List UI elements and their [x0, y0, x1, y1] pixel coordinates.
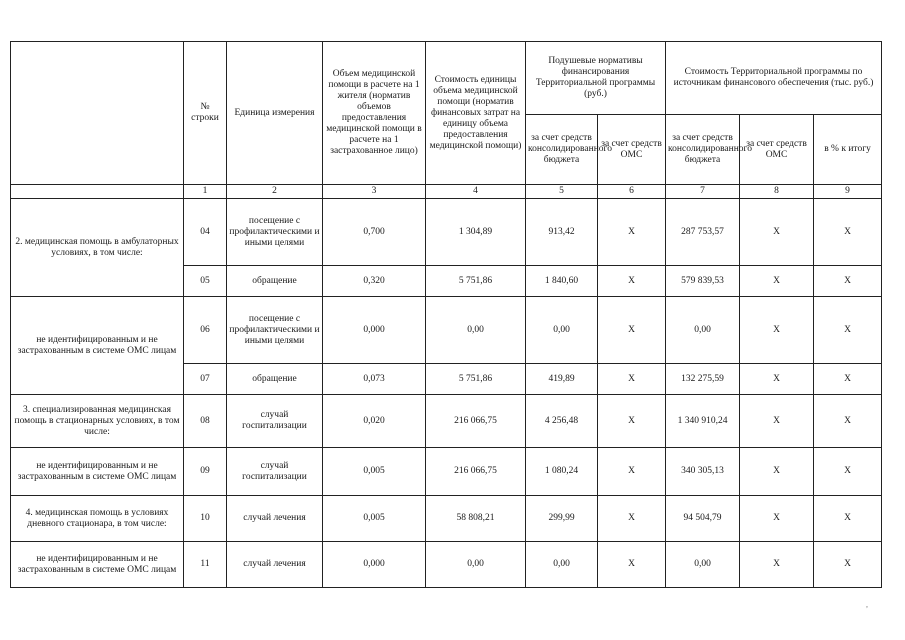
- per-capita-oms-cell: X: [598, 364, 666, 395]
- unit-cost-cell: 0,00: [426, 297, 526, 364]
- unit-cell: посещение с профилактическими и иными целями: [227, 297, 323, 364]
- unit-cost-cell: 1 304,89: [426, 199, 526, 266]
- unit-cost-cell: 216 066,75: [426, 448, 526, 496]
- section-label: не идентифицированным и не застрахованным в системе ОМС лицам: [11, 297, 184, 395]
- unit-cell: посещение с профилактическими и иными целями: [227, 199, 323, 266]
- row-number: 04: [184, 199, 227, 266]
- header-per-capita: Подушевые нормативы финансирования Территориальной программы (руб.): [526, 42, 666, 115]
- row-number: 09: [184, 448, 227, 496]
- section-label: 4. медицинская помощь в условиях дневного стационара, в том числе:: [11, 496, 184, 542]
- cost-budget-cell: 0,00: [666, 542, 740, 588]
- cost-oms-cell: X: [740, 496, 814, 542]
- table-row: [11, 448, 882, 496]
- page-mark: ,: [866, 600, 868, 609]
- cost-oms-cell: X: [740, 266, 814, 297]
- header-cost-pct: в % к итогу: [814, 115, 882, 185]
- header-volume: Объем медицинской помощи в расчете на 1 жителя (норматив объемов предоставления медицинской помощи в расчете на 1 застрахованное лицо): [323, 42, 426, 185]
- volume-cell: 0,000: [323, 297, 426, 364]
- header-cost-budget: за счет средств консолидированного бюджета: [666, 115, 740, 185]
- cost-budget-cell: 94 504,79: [666, 496, 740, 542]
- percent-cell: X: [814, 448, 882, 496]
- section-label: 3. специализированная медицинская помощь в стационарных условиях, в том числе:: [11, 395, 184, 448]
- volume-cell: 0,000: [323, 542, 426, 588]
- unit-cost-cell: 58 808,21: [426, 496, 526, 542]
- cost-budget-cell: 0,00: [666, 297, 740, 364]
- cost-budget-cell: 340 305,13: [666, 448, 740, 496]
- per-capita-oms-cell: X: [598, 542, 666, 588]
- table-header: [11, 42, 882, 199]
- unit-cell: случай лечения: [227, 542, 323, 588]
- row-number: 05: [184, 266, 227, 297]
- percent-cell: X: [814, 496, 882, 542]
- row-number: 08: [184, 395, 227, 448]
- row-number: 06: [184, 297, 227, 364]
- per-capita-oms-cell: X: [598, 199, 666, 266]
- cost-oms-cell: X: [740, 542, 814, 588]
- volume-cell: 0,073: [323, 364, 426, 395]
- percent-cell: X: [814, 297, 882, 364]
- volume-cell: 0,320: [323, 266, 426, 297]
- row-number: 07: [184, 364, 227, 395]
- table-row: [11, 199, 882, 266]
- percent-cell: X: [814, 395, 882, 448]
- unit-cost-cell: 216 066,75: [426, 395, 526, 448]
- volume-cell: 0,700: [323, 199, 426, 266]
- percent-cell: X: [814, 364, 882, 395]
- cost-budget-cell: 132 275,59: [666, 364, 740, 395]
- percent-cell: X: [814, 542, 882, 588]
- header-program-cost: Стоимость Территориальной программы по источникам финансового обеспечения (тыс. руб.): [666, 42, 882, 115]
- table-row: [11, 496, 882, 542]
- column-number: 7: [666, 185, 740, 199]
- column-number: 9: [814, 185, 882, 199]
- unit-cell: обращение: [227, 266, 323, 297]
- column-number-blank: [11, 185, 184, 199]
- row-number: 11: [184, 542, 227, 588]
- unit-cost-cell: 5 751,86: [426, 364, 526, 395]
- column-number: 8: [740, 185, 814, 199]
- header-unit-cost: Стоимость единицы объема медицинской помощи (норматив финансовых затрат на единицу объема предоставления медицинской помощи): [426, 42, 526, 185]
- cost-budget-cell: 1 340 910,24: [666, 395, 740, 448]
- unit-cell: случай госпитализации: [227, 448, 323, 496]
- per-capita-oms-cell: X: [598, 395, 666, 448]
- per-capita-budget-cell: 1 080,24: [526, 448, 598, 496]
- column-number: 6: [598, 185, 666, 199]
- cost-budget-cell: 287 753,57: [666, 199, 740, 266]
- row-number: 10: [184, 496, 227, 542]
- cost-oms-cell: X: [740, 297, 814, 364]
- per-capita-budget-cell: 4 256,48: [526, 395, 598, 448]
- header-cost-oms: за счет средств ОМС: [740, 115, 814, 185]
- unit-cell: случай госпитализации: [227, 395, 323, 448]
- volume-cell: 0,020: [323, 395, 426, 448]
- header-pc-oms: за счет средств ОМС: [598, 115, 666, 185]
- unit-cost-cell: 0,00: [426, 542, 526, 588]
- column-number: 3: [323, 185, 426, 199]
- volume-cell: 0,005: [323, 496, 426, 542]
- per-capita-budget-cell: 0,00: [526, 297, 598, 364]
- per-capita-budget-cell: 299,99: [526, 496, 598, 542]
- header-unit: Единица измерения: [227, 42, 323, 185]
- section-label: не идентифицированным и не застрахованным в системе ОМС лицам: [11, 448, 184, 496]
- per-capita-budget-cell: 419,89: [526, 364, 598, 395]
- column-number: 2: [227, 185, 323, 199]
- cost-oms-cell: X: [740, 395, 814, 448]
- section-label: не идентифицированным и не застрахованным в системе ОМС лицам: [11, 542, 184, 588]
- unit-cell: случай лечения: [227, 496, 323, 542]
- cost-oms-cell: X: [740, 448, 814, 496]
- unit-cell: обращение: [227, 364, 323, 395]
- table-row: [11, 395, 882, 448]
- per-capita-oms-cell: X: [598, 266, 666, 297]
- column-number: 1: [184, 185, 227, 199]
- table-body: [11, 199, 882, 588]
- cost-oms-cell: X: [740, 364, 814, 395]
- percent-cell: X: [814, 266, 882, 297]
- per-capita-oms-cell: X: [598, 297, 666, 364]
- header-pc-budget: за счет средств консолидированного бюджета: [526, 115, 598, 185]
- header-row-no: № строки: [184, 42, 227, 185]
- per-capita-budget-cell: 0,00: [526, 542, 598, 588]
- per-capita-oms-cell: X: [598, 448, 666, 496]
- unit-cost-cell: 5 751,86: [426, 266, 526, 297]
- percent-cell: X: [814, 199, 882, 266]
- cost-budget-cell: 579 839,53: [666, 266, 740, 297]
- volume-cell: 0,005: [323, 448, 426, 496]
- table-row: [11, 297, 882, 364]
- table-row: [11, 542, 882, 588]
- per-capita-oms-cell: X: [598, 496, 666, 542]
- column-number: 5: [526, 185, 598, 199]
- header-blank-cell: [11, 42, 184, 185]
- cost-oms-cell: X: [740, 199, 814, 266]
- per-capita-budget-cell: 1 840,60: [526, 266, 598, 297]
- column-number: 4: [426, 185, 526, 199]
- per-capita-budget-cell: 913,42: [526, 199, 598, 266]
- section-label: 2. медицинская помощь в амбулаторных условиях, в том числе:: [11, 199, 184, 297]
- budget-table: [10, 41, 882, 588]
